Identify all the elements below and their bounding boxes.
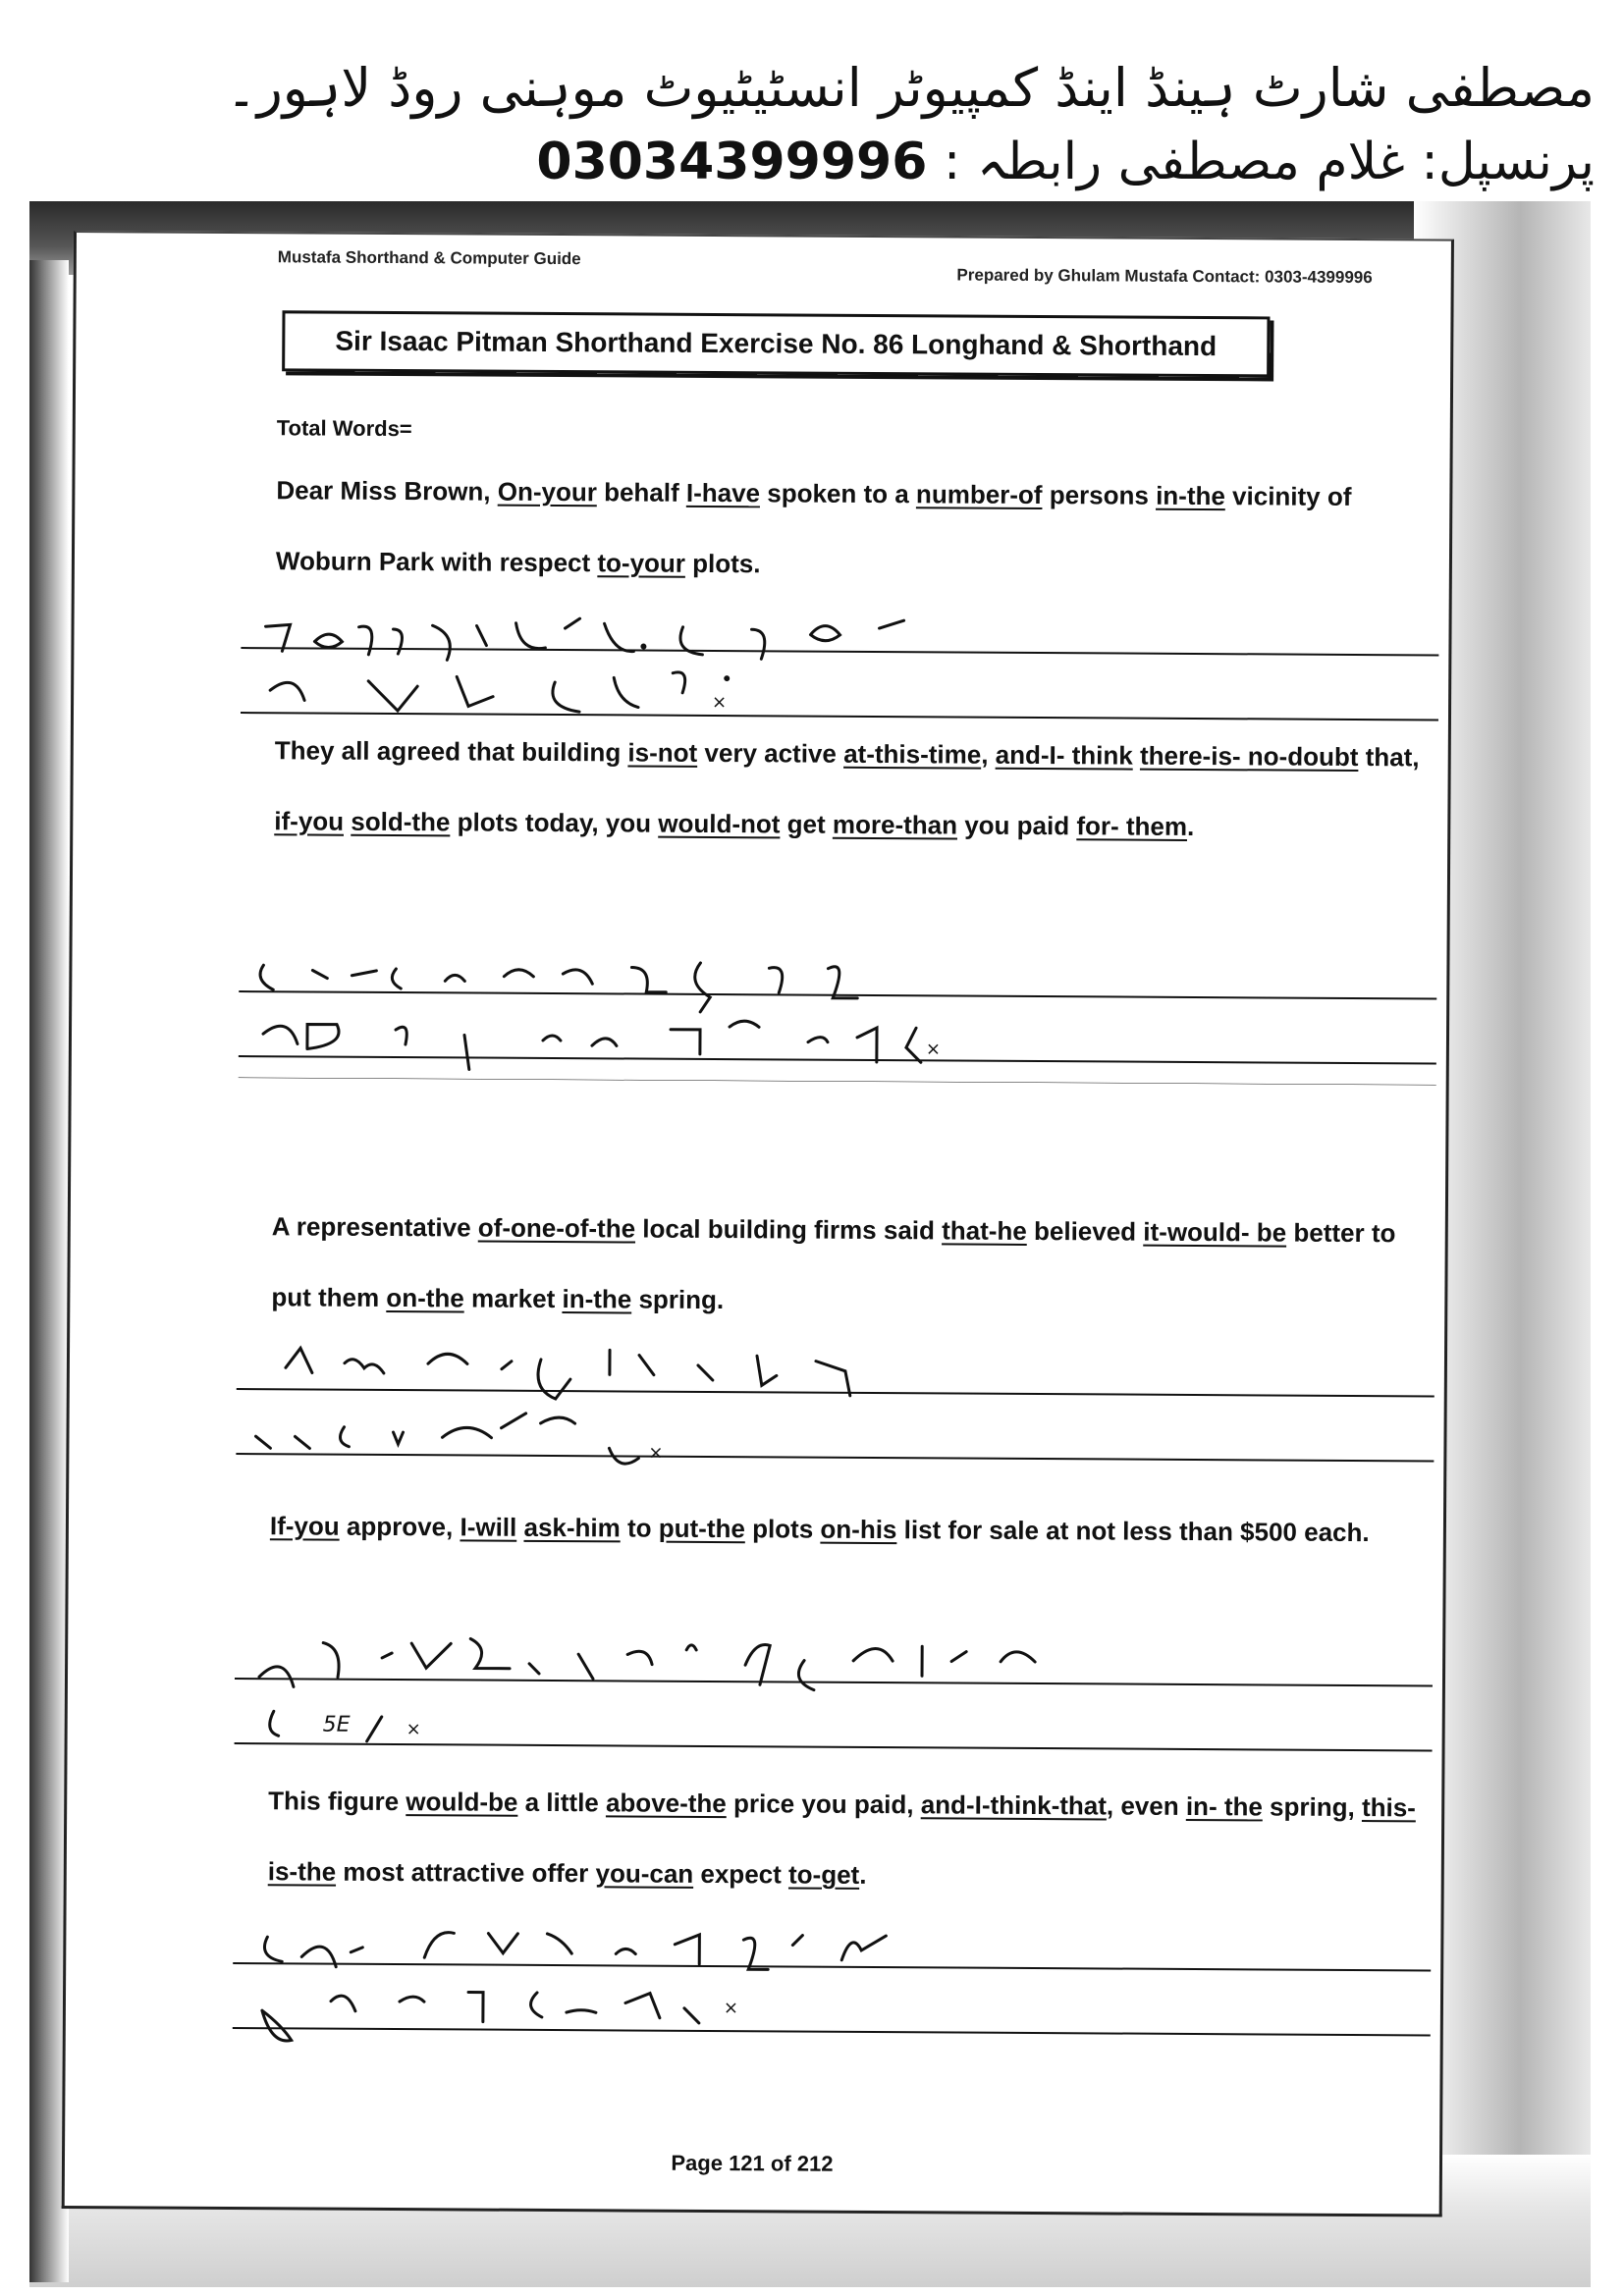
underlined-phrase: at-this-time xyxy=(843,738,982,770)
svg-text:×: × xyxy=(712,691,728,714)
shorthand-block-4 xyxy=(214,1628,1452,1773)
text-run: local building firms said xyxy=(635,1213,943,1246)
paragraph-5 xyxy=(268,1765,1428,1913)
shorthand-block-3 xyxy=(216,1338,1454,1483)
svg-text:×: × xyxy=(925,1039,942,1060)
text-run: to xyxy=(620,1513,659,1543)
paragraph-3 xyxy=(271,1191,1431,1339)
shorthand-outlines xyxy=(213,1912,1451,2067)
text-run: spring. xyxy=(631,1284,725,1315)
underlined-phrase: in-the xyxy=(1156,480,1225,511)
text-run: get xyxy=(780,809,834,839)
text-run: a little xyxy=(517,1787,607,1818)
text-run: A representative xyxy=(271,1211,478,1243)
text-run: list for sale at not less than $500 each. xyxy=(896,1515,1370,1548)
institute-name: مصطفی شارٹ ہینڈ اینڈ کمپیوٹر انسٹیٹیوٹ موہنی روڈ لاہور۔ xyxy=(226,57,1595,119)
text-run: approve, xyxy=(339,1511,460,1542)
underlined-phrase: and-I-think-that xyxy=(920,1789,1108,1821)
shorthand-block-5 xyxy=(213,1912,1451,2067)
text-run: persons xyxy=(1042,480,1157,510)
underlined-phrase: in- the xyxy=(1185,1790,1263,1822)
text-run: very active xyxy=(697,737,844,769)
text-run: spoken to a xyxy=(759,478,917,509)
shorthand-block-2 xyxy=(219,940,1457,1086)
text-run: most attractive offer xyxy=(336,1856,596,1889)
paragraph-2 xyxy=(274,715,1434,863)
text-run: market xyxy=(463,1283,563,1314)
text-run: . xyxy=(1186,811,1195,841)
principal-label: پرنسپل: غلام مصطفی رابطہ : xyxy=(927,133,1595,191)
underlined-phrase: On-your xyxy=(497,476,597,507)
underlined-phrase: is-not xyxy=(627,737,698,768)
underlined-phrase: If-you xyxy=(269,1511,340,1541)
paragraph-1 xyxy=(276,454,1435,603)
underlined-phrase: on-the xyxy=(386,1282,464,1313)
underlined-phrase: on-his xyxy=(820,1514,897,1545)
svg-text:×: × xyxy=(648,1442,664,1464)
shorthand-outlines xyxy=(216,1338,1454,1483)
underlined-phrase: in-the xyxy=(562,1284,632,1314)
text-run: They all agreed that building xyxy=(274,735,628,768)
text-run: This figure xyxy=(268,1786,406,1817)
text-run: plots xyxy=(744,1514,821,1544)
text-run: price you paid, xyxy=(726,1789,921,1820)
text-run: vicinity of Woburn Park with respect xyxy=(275,481,1352,578)
underlined-phrase: above-the xyxy=(605,1788,727,1819)
total-words-label: Total Words= xyxy=(276,415,412,442)
text-run: you paid xyxy=(956,810,1077,841)
scanned-page xyxy=(29,201,1591,2287)
text-run: Dear Miss Brown, xyxy=(276,475,498,507)
running-header-left: Mustafa Shorthand & Computer Guide xyxy=(277,247,581,269)
institute-header xyxy=(59,49,1595,196)
text-run: , even xyxy=(1106,1790,1186,1821)
book-page xyxy=(62,231,1454,2217)
shorthand-outlines xyxy=(214,1628,1452,1773)
svg-text:×: × xyxy=(723,1998,739,2019)
underlined-phrase: if-you xyxy=(274,806,345,836)
underlined-phrase: of-one-of-the xyxy=(477,1212,636,1244)
shorthand-outlines xyxy=(219,940,1457,1086)
underlined-phrase: would-not xyxy=(658,808,781,839)
underlined-phrase: would-be xyxy=(406,1787,518,1817)
underlined-phrase: this-is-the xyxy=(267,1792,1416,1887)
principal-contact xyxy=(59,128,1595,196)
page-number: Page 121 of 212 xyxy=(671,2150,834,2176)
underlined-phrase: more-than xyxy=(832,809,958,840)
text-run: spring, xyxy=(1262,1791,1363,1823)
text-run: plots today, you xyxy=(450,807,659,838)
text-run: plots. xyxy=(684,548,761,579)
paragraph-4 xyxy=(270,1490,1429,1568)
underlined-phrase: you-can xyxy=(595,1858,694,1889)
underlined-phrase: sold-the xyxy=(351,806,451,837)
underlined-phrase: and-I- think xyxy=(995,739,1133,771)
shorthand-note: 5E xyxy=(322,1712,351,1737)
text-run: believed xyxy=(1026,1215,1144,1247)
svg-text:×: × xyxy=(406,1719,421,1740)
text-run: . xyxy=(859,1859,867,1890)
underlined-phrase: for- them xyxy=(1076,811,1188,841)
underlined-phrase: I-will xyxy=(460,1512,517,1542)
text-run: expect xyxy=(693,1858,789,1890)
phone-number: 03034399996 xyxy=(536,133,928,191)
running-header-right: Prepared by Ghulam Mustafa Contact: 0303-4399996 xyxy=(956,265,1373,288)
underlined-phrase: it-would- be xyxy=(1143,1216,1287,1248)
text-run: behalf xyxy=(596,477,687,507)
underlined-phrase: to-your xyxy=(597,548,686,578)
underlined-phrase: that-he xyxy=(942,1215,1027,1246)
underlined-phrase: ask-him xyxy=(523,1512,621,1543)
underlined-phrase: number-of xyxy=(915,479,1043,510)
exercise-title: Sir Isaac Pitman Shorthand Exercise No. 86 Longhand & Shorthand xyxy=(282,310,1270,377)
underlined-phrase: to-get xyxy=(787,1859,860,1890)
underlined-phrase: put-the xyxy=(658,1513,745,1544)
text-run: , xyxy=(981,739,996,770)
text-run: that, xyxy=(1358,742,1420,773)
text-run: better to put them xyxy=(271,1217,1396,1312)
underlined-phrase: I-have xyxy=(685,477,761,508)
underlined-phrase: there-is- no-doubt xyxy=(1139,740,1359,773)
